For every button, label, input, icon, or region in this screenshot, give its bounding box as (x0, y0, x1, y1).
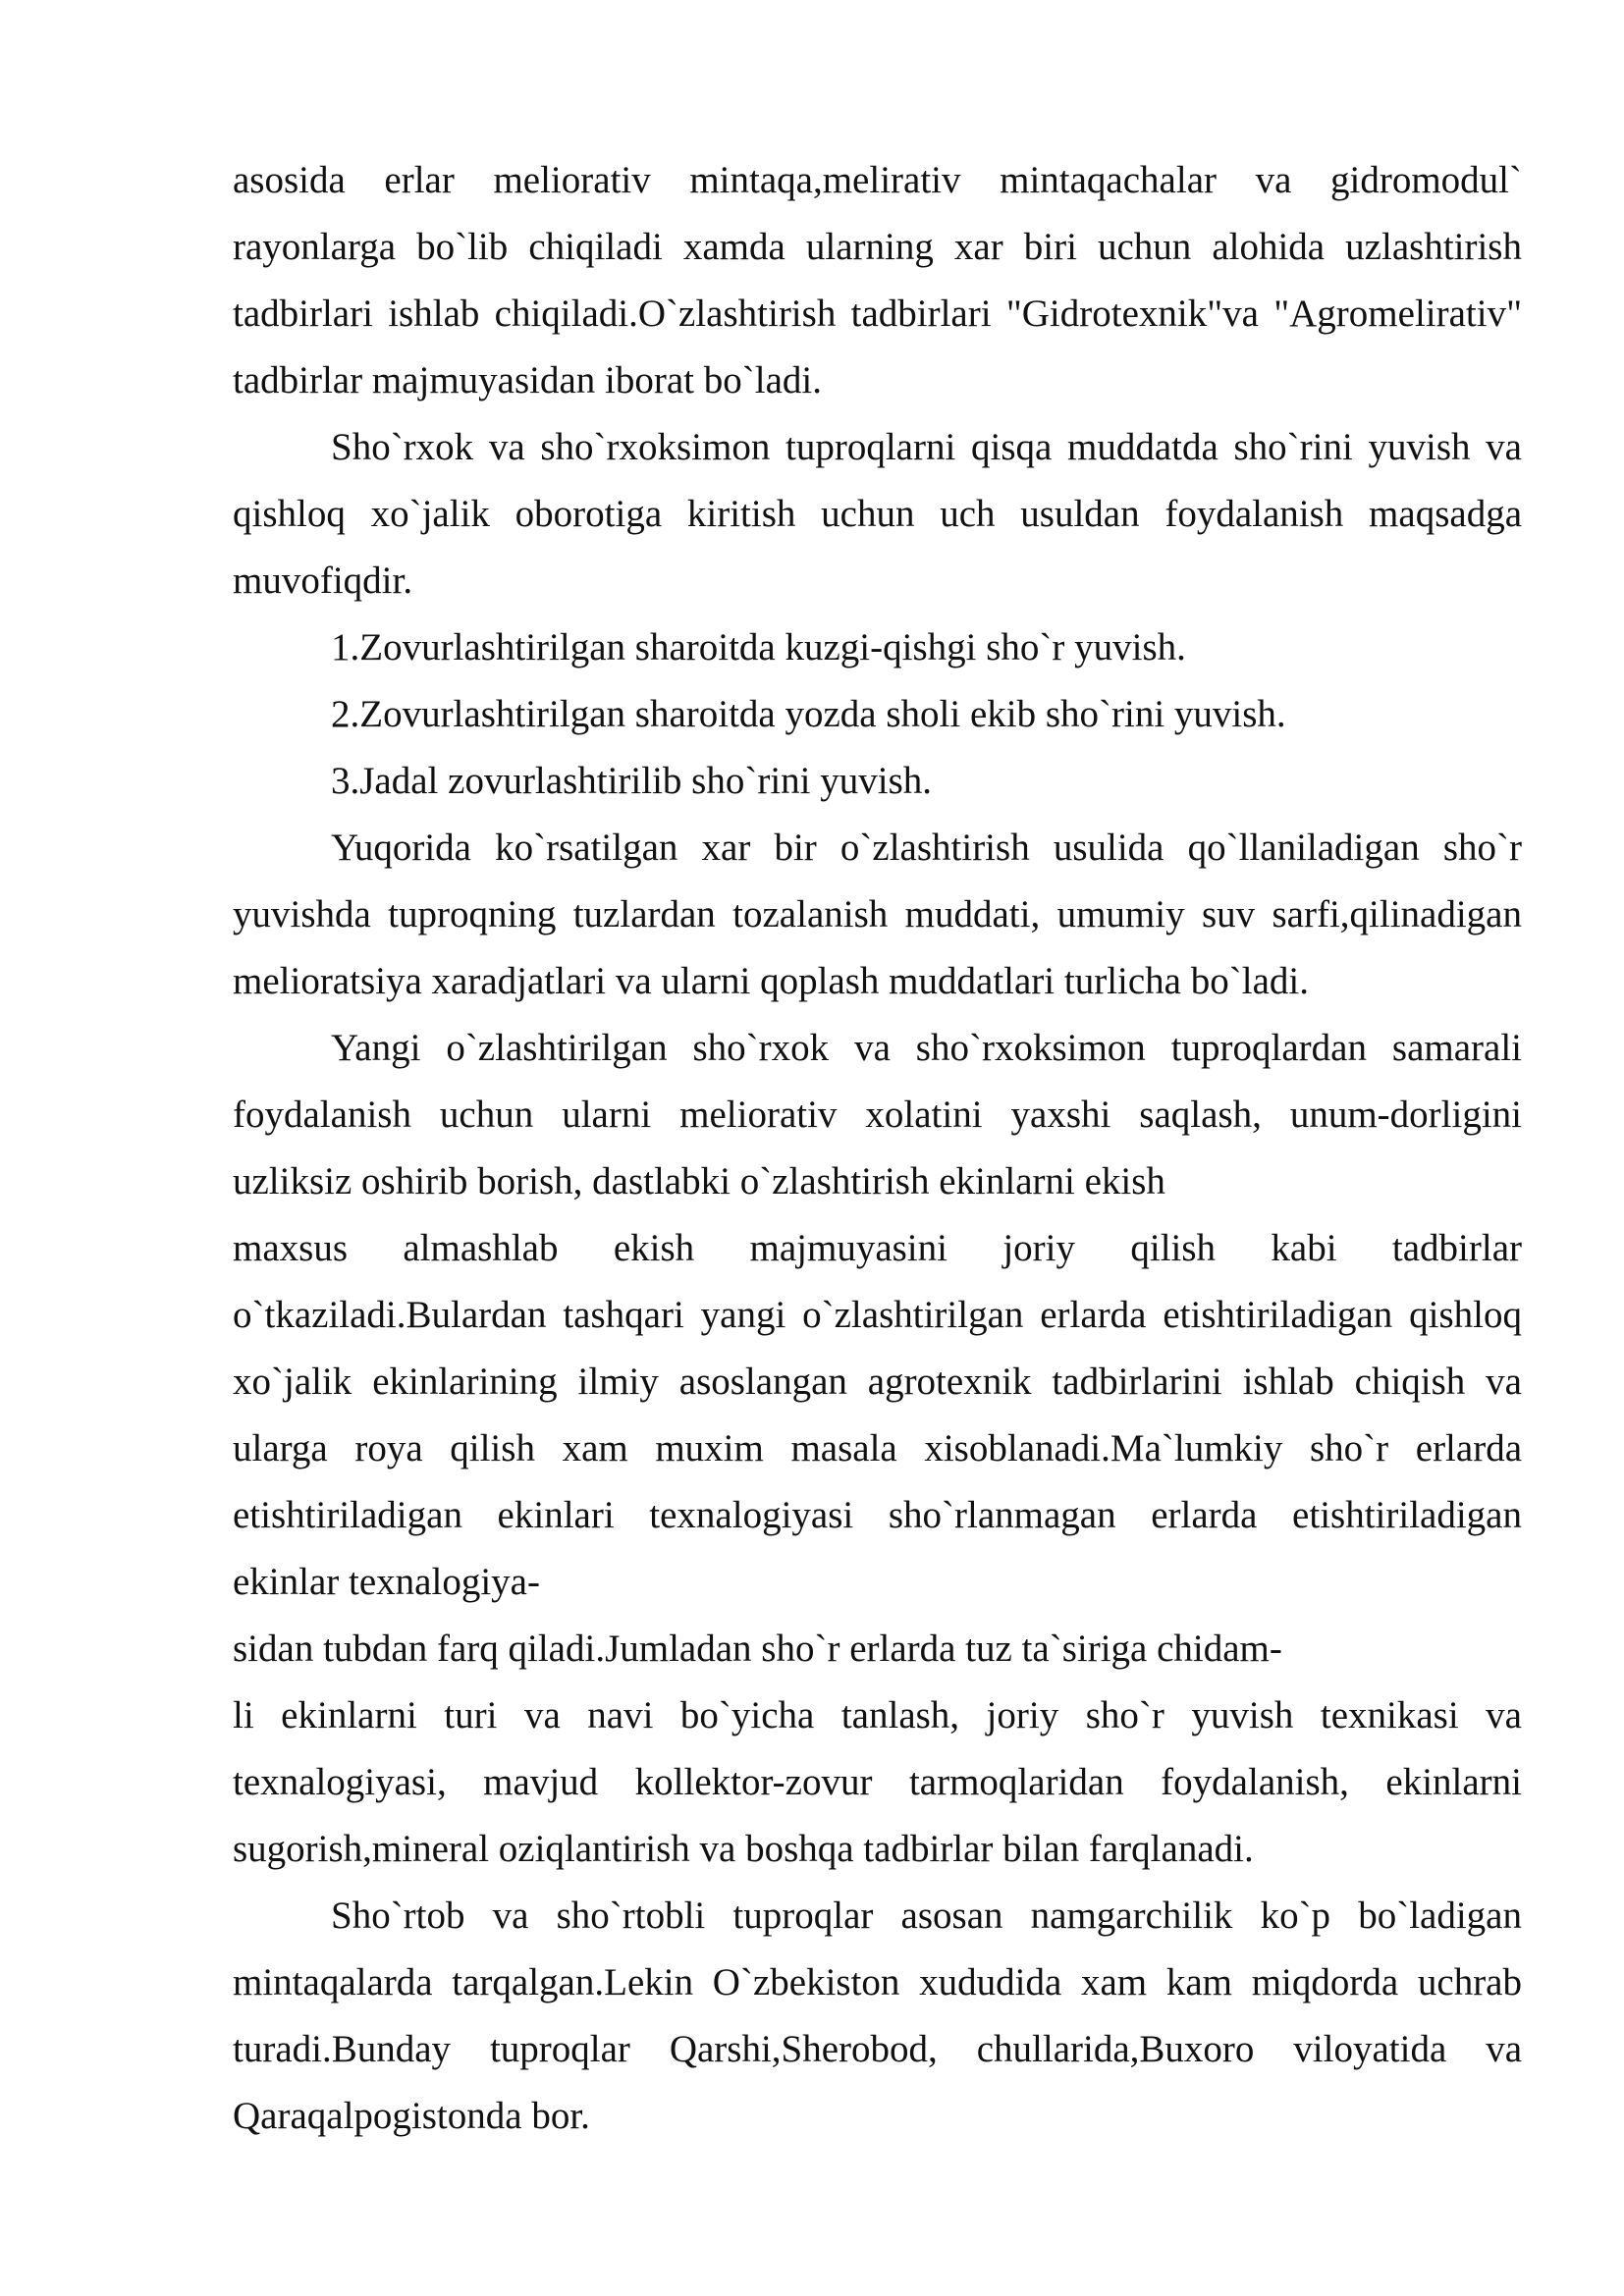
text-line: Yangi o`zlashtirilgan sho`rxok va sho`rxoksimon tuproqlardan samarali (331, 1027, 1522, 1069)
text-line: 2.Zovurlashtirilgan sharoitda yozda sholi ekib sho`rini yuvish. (331, 693, 1286, 735)
text-line: ekinlar texnalogiya- (233, 1561, 540, 1603)
text-line: texnalogiyasi, mavjud kollektor-zovur tarmoqlaridan foydalanish, ekinlarni (233, 1761, 1522, 1803)
text-line: asosida erlar meliorativ mintaqa,melirativ mintaqachalar va gidromodul` (233, 159, 1522, 201)
list-item (233, 614, 1522, 681)
text-line: tadbirlar majmuyasidan iborat bo`ladi. (233, 359, 822, 401)
paragraph (233, 1682, 1522, 1883)
paragraph (233, 1883, 1522, 2150)
text-line: sugorish,mineral oziqlantirish va boshqa tadbirlar bilan farqlanadi. (233, 1828, 1254, 1870)
text-line: yuvishda tuproqning tuzlardan tozalanish muddati, umumiy suv sarfi,qilinadigan (233, 893, 1522, 935)
paragraph (233, 815, 1522, 1015)
text-line: etishtiriladigan ekinlari texnalogiyasi sho`rlanmagan erlarda etishtiriladigan (233, 1494, 1522, 1536)
text-line: tadbirlari ishlab chiqiladi.O`zlashtirish tadbirlari "Gidrotexnik"va "Agromelirativ" (233, 293, 1522, 335)
text-line: qishloq xo`jalik oborotiga kiritish uchun uch usuldan foydalanish maqsadga (233, 493, 1522, 535)
text-line: turadi.Bunday tuproqlar Qarshi,Sherobod, chullarida,Buxoro viloyatida va (233, 2028, 1522, 2070)
text-line: li ekinlarni turi va navi bo`yicha tanlash, joriy sho`r yuvish texnikasi va (233, 1694, 1522, 1736)
text-line: Sho`rxok va sho`rxoksimon tuproqlarni qisqa muddatda sho`rini yuvish va (331, 426, 1522, 468)
text-line: Sho`rtob va sho`rtobli tuproqlar asosan namgarchilik ko`p bo`ladigan (331, 1895, 1522, 1937)
text-line: rayonlarga bo`lib chiqiladi xamda ularning xar biri uchun alohida uzlashtirish (233, 226, 1522, 268)
text-line: sidan tubdan farq qiladi.Jumladan sho`r erlarda tuz ta`siriga chidam- (233, 1628, 1282, 1670)
text-line: Qaraqalpogistonda bor. (233, 2095, 590, 2137)
text-line: Yuqorida ko`rsatilgan xar bir o`zlashtirish usulida qo`llaniladigan sho`r (331, 827, 1522, 869)
text-line: ularga roya qilish xam muxim masala xisoblanadi.Ma`lumkiy sho`r erlarda (233, 1427, 1522, 1469)
text-line: melioratsiya xaradjatlari va ularni qoplash muddatlari turlicha bo`ladi. (233, 960, 1309, 1002)
list-item (233, 748, 1522, 815)
paragraph (233, 1215, 1522, 1616)
list-item (233, 681, 1522, 748)
paragraph (233, 147, 1522, 414)
text-line: o`tkaziladi.Bulardan tashqari yangi o`zlashtirilgan erlarda etishtiriladigan qishloq (233, 1294, 1522, 1336)
text-line: muvofiqdir. (233, 560, 413, 602)
text-line: maxsus almashlab ekish majmuyasini joriy qilish kabi tadbirlar (233, 1227, 1522, 1269)
text-line: foydalanish uchun ularni meliorativ xolatini yaxshi saqlash, unum-dorligini (233, 1094, 1522, 1136)
document-page (233, 147, 1522, 2150)
paragraph (233, 1616, 1522, 1682)
paragraph (233, 414, 1522, 614)
text-line: mintaqalarda tarqalgan.Lekin O`zbekiston xududida xam kam miqdorda uchrab (233, 1961, 1522, 2003)
text-line: 3.Jadal zovurlashtirilib sho`rini yuvish. (331, 760, 933, 802)
text-line: uzliksiz oshirib borish, dastlabki o`zlashtirish ekinlarni ekish (233, 1160, 1165, 1202)
paragraph (233, 1015, 1522, 1215)
text-line: xo`jalik ekinlarining ilmiy asoslangan agrotexnik tadbirlarini ishlab chiqish va (233, 1361, 1522, 1403)
text-line: 1.Zovurlashtirilgan sharoitda kuzgi-qishgi sho`r yuvish. (331, 626, 1186, 668)
